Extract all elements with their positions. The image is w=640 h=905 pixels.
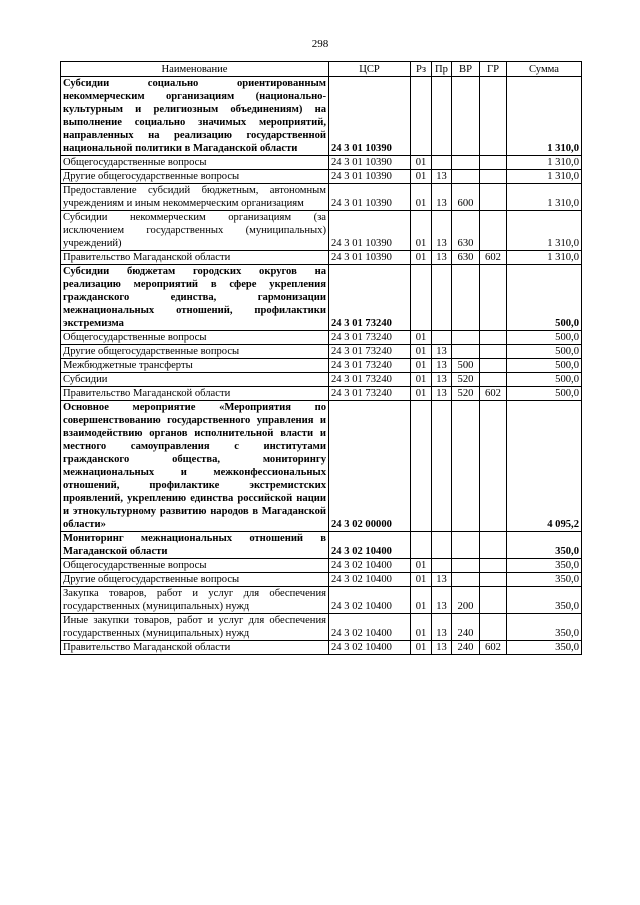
cell-pr: 13 — [432, 359, 452, 373]
cell-sum: 1 310,0 — [507, 184, 582, 211]
cell-csr: 24 3 01 73240 — [329, 345, 411, 359]
cell-csr: 24 3 01 73240 — [329, 373, 411, 387]
cell-name: Основное мероприятие «Мероприятия по совершенствованию государственного управления и взаимодействию органов исполнительной власти и местного самоуправления с институтами гражданского общества, мониторингу межнациональных и межконфессиональных отношений, профилактике экстремистских проявлений, укреплению единства российской нации и этнокультурному развитию народов в Магаданской области» — [61, 401, 329, 532]
cell-gr — [480, 373, 507, 387]
cell-rz — [411, 77, 432, 156]
cell-vr — [452, 331, 480, 345]
cell-csr: 24 3 02 10400 — [329, 614, 411, 641]
table-row — [61, 359, 582, 373]
cell-csr: 24 3 01 10390 — [329, 156, 411, 170]
cell-name: Субсидии бюджетам городских округов на реализацию мероприятий в сфере укрепления гражданского единства, гармонизации межнациональных отношений, профилактики экстремизма — [61, 265, 329, 331]
cell-name: Правительство Магаданской области — [61, 387, 329, 401]
cell-name: Общегосударственные вопросы — [61, 156, 329, 170]
budget-table — [60, 61, 582, 655]
cell-rz — [411, 532, 432, 559]
cell-pr — [432, 532, 452, 559]
cell-csr: 24 3 02 00000 — [329, 401, 411, 532]
cell-gr — [480, 170, 507, 184]
cell-sum: 350,0 — [507, 641, 582, 655]
cell-sum: 350,0 — [507, 573, 582, 587]
cell-rz: 01 — [411, 641, 432, 655]
cell-pr: 13 — [432, 170, 452, 184]
cell-gr: 602 — [480, 251, 507, 265]
cell-name: Правительство Магаданской области — [61, 251, 329, 265]
table-header-row — [61, 62, 582, 77]
cell-rz: 01 — [411, 331, 432, 345]
cell-sum: 350,0 — [507, 587, 582, 614]
cell-pr: 13 — [432, 345, 452, 359]
cell-sum: 500,0 — [507, 265, 582, 331]
cell-csr: 24 3 01 10390 — [329, 77, 411, 156]
cell-rz — [411, 401, 432, 532]
cell-name: Субсидии — [61, 373, 329, 387]
cell-vr: 630 — [452, 211, 480, 251]
cell-vr — [452, 559, 480, 573]
cell-gr — [480, 156, 507, 170]
cell-rz: 01 — [411, 359, 432, 373]
table-row — [61, 587, 582, 614]
cell-csr: 24 3 02 10400 — [329, 641, 411, 655]
cell-csr: 24 3 01 73240 — [329, 359, 411, 373]
cell-pr — [432, 401, 452, 532]
header-sum: Сумма — [507, 62, 582, 77]
table-row — [61, 77, 582, 156]
cell-vr — [452, 401, 480, 532]
cell-csr: 24 3 01 73240 — [329, 265, 411, 331]
cell-pr: 13 — [432, 251, 452, 265]
cell-gr — [480, 559, 507, 573]
cell-rz: 01 — [411, 373, 432, 387]
header-rz: Рз — [411, 62, 432, 77]
cell-csr: 24 3 02 10400 — [329, 559, 411, 573]
cell-csr: 24 3 01 10390 — [329, 211, 411, 251]
cell-rz: 01 — [411, 587, 432, 614]
table-row — [61, 265, 582, 331]
cell-vr: 240 — [452, 614, 480, 641]
table-row — [61, 184, 582, 211]
cell-gr — [480, 345, 507, 359]
table-row — [61, 170, 582, 184]
table-row — [61, 387, 582, 401]
table-row — [61, 345, 582, 359]
cell-gr — [480, 401, 507, 532]
cell-name: Другие общегосударственные вопросы — [61, 573, 329, 587]
cell-gr — [480, 77, 507, 156]
cell-gr — [480, 359, 507, 373]
cell-sum: 500,0 — [507, 345, 582, 359]
cell-rz: 01 — [411, 573, 432, 587]
cell-sum: 350,0 — [507, 559, 582, 573]
table-row — [61, 156, 582, 170]
cell-name: Правительство Магаданской области — [61, 641, 329, 655]
cell-sum: 1 310,0 — [507, 170, 582, 184]
cell-rz: 01 — [411, 211, 432, 251]
cell-vr: 500 — [452, 359, 480, 373]
cell-vr: 240 — [452, 641, 480, 655]
cell-pr: 13 — [432, 387, 452, 401]
cell-vr — [452, 156, 480, 170]
cell-vr — [452, 532, 480, 559]
cell-name: Субсидии некоммерческим организациям (за исключением государственных (муниципальных) учреждений) — [61, 211, 329, 251]
header-vr: ВР — [452, 62, 480, 77]
cell-pr — [432, 156, 452, 170]
header-csr: ЦСР — [329, 62, 411, 77]
cell-sum: 350,0 — [507, 532, 582, 559]
table-row — [61, 641, 582, 655]
cell-pr: 13 — [432, 573, 452, 587]
cell-name: Субсидии социально ориентированным некоммерческим организациям (национально-культурным и религиозным объединениям) на выполнение социально значимых мероприятий, направленных на реализацию государственной национальной политики в Магаданской области — [61, 77, 329, 156]
cell-name: Иные закупки товаров, работ и услуг для обеспечения государственных (муниципальных) нужд — [61, 614, 329, 641]
table-row — [61, 373, 582, 387]
table-row — [61, 532, 582, 559]
cell-gr — [480, 573, 507, 587]
cell-sum: 500,0 — [507, 387, 582, 401]
table-row — [61, 211, 582, 251]
cell-pr — [432, 265, 452, 331]
cell-vr: 520 — [452, 387, 480, 401]
cell-name: Общегосударственные вопросы — [61, 331, 329, 345]
table-row — [61, 401, 582, 532]
cell-pr: 13 — [432, 373, 452, 387]
cell-sum: 500,0 — [507, 359, 582, 373]
cell-gr — [480, 614, 507, 641]
table-row — [61, 251, 582, 265]
cell-vr: 520 — [452, 373, 480, 387]
cell-sum: 350,0 — [507, 614, 582, 641]
cell-gr: 602 — [480, 387, 507, 401]
cell-rz: 01 — [411, 251, 432, 265]
cell-vr — [452, 77, 480, 156]
cell-csr: 24 3 01 10390 — [329, 170, 411, 184]
cell-vr — [452, 170, 480, 184]
cell-vr — [452, 345, 480, 359]
cell-vr: 600 — [452, 184, 480, 211]
cell-sum: 500,0 — [507, 331, 582, 345]
cell-gr — [480, 211, 507, 251]
header-pr: Пр — [432, 62, 452, 77]
table-row — [61, 331, 582, 345]
cell-rz — [411, 265, 432, 331]
cell-pr: 13 — [432, 614, 452, 641]
cell-csr: 24 3 02 10400 — [329, 587, 411, 614]
cell-csr: 24 3 01 10390 — [329, 251, 411, 265]
cell-sum: 1 310,0 — [507, 251, 582, 265]
cell-gr: 602 — [480, 641, 507, 655]
cell-vr: 200 — [452, 587, 480, 614]
cell-name: Закупка товаров, работ и услуг для обеспечения государственных (муниципальных) нужд — [61, 587, 329, 614]
cell-gr — [480, 184, 507, 211]
cell-name: Предоставление субсидий бюджетным, автономным учреждениям и иным некоммерческим организациям — [61, 184, 329, 211]
cell-csr: 24 3 02 10400 — [329, 573, 411, 587]
cell-sum: 500,0 — [507, 373, 582, 387]
cell-sum: 1 310,0 — [507, 77, 582, 156]
cell-pr — [432, 559, 452, 573]
cell-gr — [480, 265, 507, 331]
cell-rz: 01 — [411, 387, 432, 401]
cell-rz: 01 — [411, 559, 432, 573]
cell-name: Межбюджетные трансферты — [61, 359, 329, 373]
header-name: Наименование — [61, 62, 329, 77]
cell-sum: 4 095,2 — [507, 401, 582, 532]
table-row — [61, 614, 582, 641]
cell-gr — [480, 532, 507, 559]
page-number: 298 — [311, 38, 329, 50]
cell-vr: 630 — [452, 251, 480, 265]
cell-csr: 24 3 01 73240 — [329, 331, 411, 345]
cell-name: Общегосударственные вопросы — [61, 559, 329, 573]
table-row — [61, 573, 582, 587]
cell-csr: 24 3 02 10400 — [329, 532, 411, 559]
cell-pr: 13 — [432, 641, 452, 655]
cell-pr: 13 — [432, 211, 452, 251]
cell-pr: 13 — [432, 587, 452, 614]
cell-rz: 01 — [411, 156, 432, 170]
cell-csr: 24 3 01 73240 — [329, 387, 411, 401]
cell-name: Другие общегосударственные вопросы — [61, 345, 329, 359]
cell-name: Другие общегосударственные вопросы — [61, 170, 329, 184]
cell-pr — [432, 77, 452, 156]
cell-rz: 01 — [411, 345, 432, 359]
cell-rz: 01 — [411, 184, 432, 211]
cell-csr: 24 3 01 10390 — [329, 184, 411, 211]
cell-gr — [480, 587, 507, 614]
cell-sum: 1 310,0 — [507, 156, 582, 170]
cell-name: Мониторинг межнациональных отношений в Магаданской области — [61, 532, 329, 559]
cell-vr — [452, 573, 480, 587]
cell-pr — [432, 331, 452, 345]
cell-rz: 01 — [411, 170, 432, 184]
cell-pr: 13 — [432, 184, 452, 211]
cell-sum: 1 310,0 — [507, 211, 582, 251]
header-gr: ГР — [480, 62, 507, 77]
cell-rz: 01 — [411, 614, 432, 641]
table-row — [61, 559, 582, 573]
cell-gr — [480, 331, 507, 345]
cell-vr — [452, 265, 480, 331]
